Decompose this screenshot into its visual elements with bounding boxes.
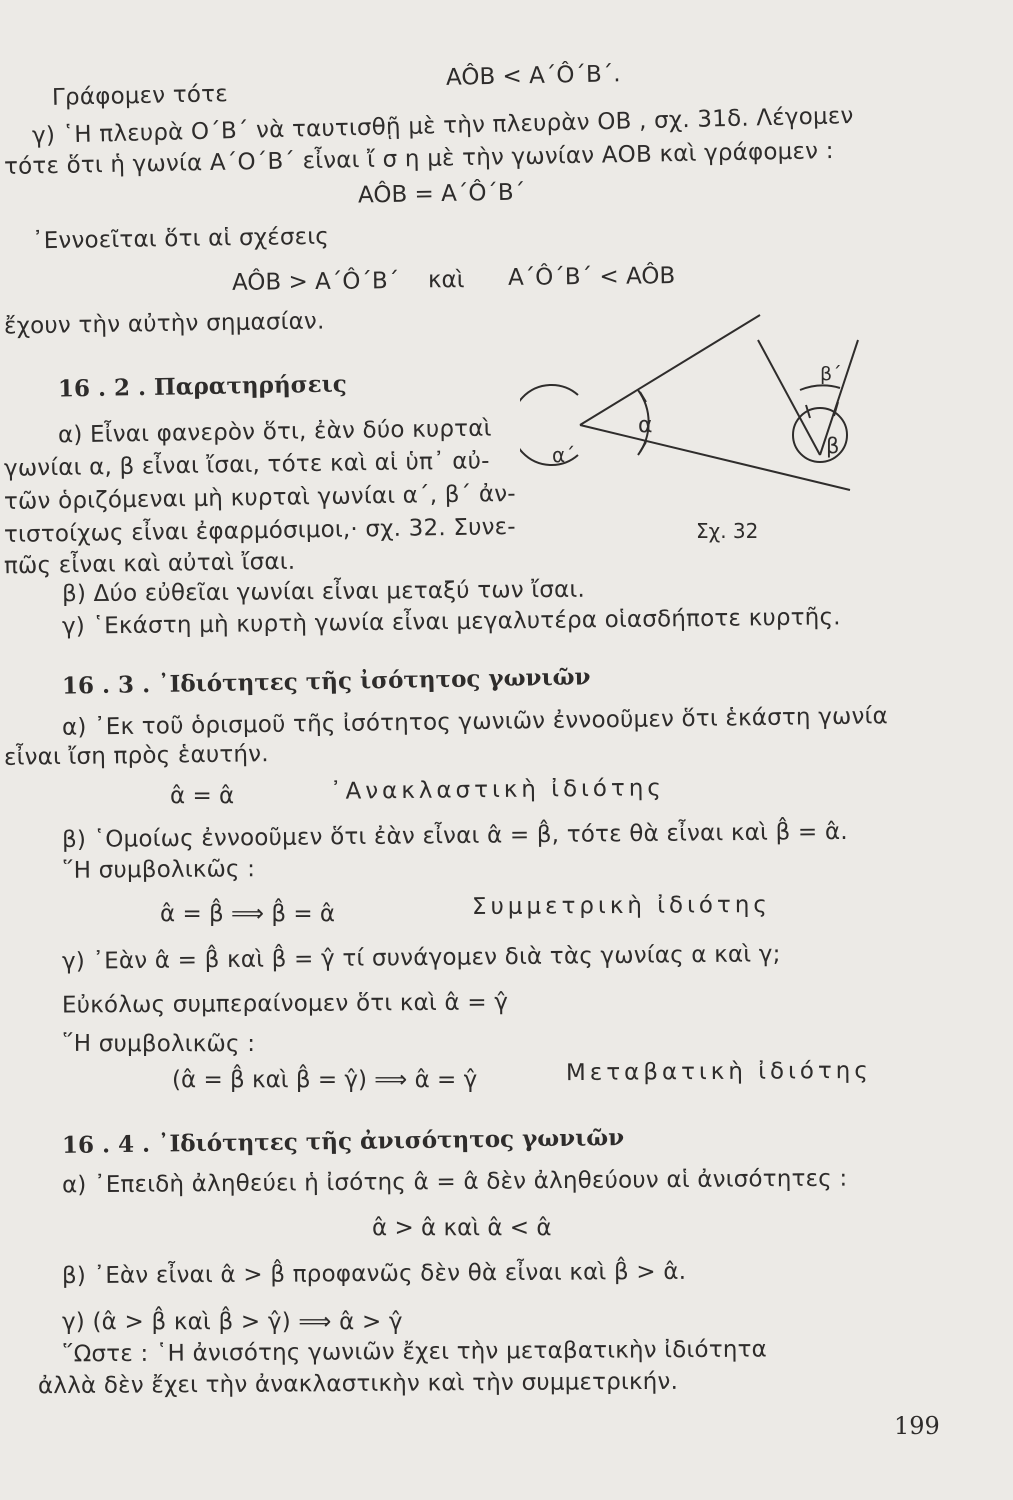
s16-3-eq-symmetric: α̂ = β̂ ⟹ β̂ = α̂ [160, 901, 336, 927]
angle-b-prime-arc [800, 385, 840, 390]
s16-2-a-line-4: τιστοίχως εἶναι ἐφαρμόσιμοι,· σχ. 32. Συνε- [3, 513, 517, 549]
page-number: 199 [894, 1412, 940, 1440]
heading-16-3: 16 . 3 . ᾿Ιδιότητες τῆς ἰσότητος γωνιῶν [61, 663, 591, 700]
intro-line-4: ᾿Εννοεῖται ὅτι αἱ σχέσεις [31, 223, 330, 255]
heading-16-2: 16 . 2 . Παρατηρήσεις [57, 370, 347, 403]
s16-3-prop-symmetric: Συμμετρικὴ ἰδιότης [471, 891, 771, 921]
s16-3-c-line-3: ῞Η συμβολικῶς : [62, 1031, 256, 1057]
s16-3-prop-reflexive: ᾿Ανακλαστικὴ ἰδιότης [329, 775, 665, 805]
s16-4-d-line-2: ἀλλὰ δὲν ἔχει τὴν ἀνακλαστικὴν καὶ τὴν συμμετρικήν. [37, 1368, 679, 1400]
s16-4-b: β) ᾿Εὰν εἶναι α̂ > β̂ προφανῶς δὲν θὰ εἶναι καὶ β̂ > α̂. [61, 1258, 687, 1290]
s16-4-eq-a: α̂ > α̂ καὶ α̂ < α̂ [372, 1215, 552, 1241]
s16-2-a-line-1: α) Εἶναι φανερὸν ὅτι, ἐὰν δύο κυρταὶ [57, 415, 492, 449]
intro-inequality: AÔB < A΄Ô΄B΄. [445, 61, 621, 91]
arrow-a-2 [640, 442, 646, 452]
s16-3-b-line-1: β) ῾Ομοίως ἐννοοῦμεν ὅτι ἐὰν εἶναι α̂ = β̂, τότε θὰ εἶναι καὶ β̂ = α̂. [61, 818, 848, 854]
s16-3-eq-transitive: (α̂ = β̂ καὶ β̂ = γ̂) ⟹ α̂ = γ̂ [172, 1067, 478, 1093]
s16-3-prop-transitive: Μεταβατικὴ ἰδιότης [565, 1057, 872, 1087]
equation-equal-angles: AÔB = A΄Ô΄B΄ [357, 179, 526, 209]
s16-3-a-line-1: α) ᾿Εκ τοῦ ὁρισμοῦ τῆς ἰσότητος γωνιῶν ἐννοοῦμεν ὅτι ἑκάστη γωνία [61, 703, 889, 741]
s16-4-c: γ) (α̂ > β̂ καὶ β̂ > γ̂) ⟹ α̂ > γ̂ [62, 1309, 403, 1335]
s16-2-c: γ) ῾Εκάστη μὴ κυρτὴ γωνία εἶναι μεγαλυτέρα οἱασδήποτε κυρτῆς. [61, 604, 841, 640]
intro-line-1: Γράφομεν τότε [51, 81, 229, 111]
s16-2-a-line-5: πῶς εἶναι καὶ αὐταὶ ἴσαι. [3, 548, 296, 580]
s16-2-b: β) Δύο εὐθεῖαι γωνίαι εἶναι μεταξύ των ἴσαι. [61, 576, 586, 608]
heading-16-4: 16 . 4 . ᾿Ιδιότητες τῆς ἀνισότητος γωνιῶν [61, 1124, 625, 1159]
angle-a-upper-ray [580, 315, 760, 425]
angle-b-left-ray [758, 340, 820, 455]
s16-2-a-line-2: γωνίαι α, β εἶναι ἴσαι, τότε καὶ αἱ ὑπ᾿ αὐ- [3, 448, 490, 482]
s16-2-a-line-3: τῶν ὁριζόμεναι μὴ κυρταὶ γωνίαι α΄, β΄ ἀν- [3, 480, 516, 516]
label-beta-prime: β΄ [820, 363, 842, 385]
intro-line-5: ἔχουν τὴν αὐτὴν σημασίαν. [3, 308, 325, 340]
equation-and: καὶ [428, 267, 465, 293]
equation-greater: AÔB > A΄Ô΄B΄ [231, 268, 400, 296]
arrow-a-1 [640, 392, 646, 402]
equation-less: A΄Ô΄B΄ < AÔB [507, 263, 676, 291]
label-alpha-prime: α΄ [552, 443, 576, 467]
figure-caption: Σχ. 32 [696, 519, 759, 543]
s16-3-c-line-2: Εὐκόλως συμπεραίνομεν ὅτι καὶ α̂ = γ̂ [61, 989, 509, 1019]
s16-4-d-line-1: ῞Ωστε : ῾Η ἀνισότης γωνιῶν ἔχει τὴν μεταβατικὴν ἰδιότητα [61, 1336, 768, 1368]
s16-3-eq-reflexive: α̂ = α̂ [170, 783, 235, 809]
s16-3-b-line-2: ῞Η συμβολικῶς : [61, 856, 256, 884]
figure-32-drawing [520, 310, 860, 550]
figure-32 [520, 310, 860, 550]
intro-line-3: τότε ὅτι ἡ γωνία Α΄Ο΄Β΄ εἶναι ἴ σ η μὲ τὴν γωνίαν ΑΟΒ καὶ γράφομεν : [3, 138, 834, 180]
label-beta: β [826, 434, 840, 458]
s16-4-a-line-1: α) ᾿Επειδὴ ἀληθεύει ἡ ἰσότης α̂ = α̂ δὲν ἀληθεύουν αἱ ἀνισότητες : [61, 1165, 848, 1199]
intro-line-2: γ) ῾Η πλευρὰ Ο΄Β΄ νὰ ταυτισθῇ μὲ τὴν πλευρὰν ΟΒ , σχ. 31δ. Λέγομεν [31, 102, 854, 150]
s16-3-c-line-1: γ) ᾿Εὰν α̂ = β̂ καὶ β̂ = γ̂ τί συνάγομεν διὰ τὰς γωνίας α καὶ γ; [61, 941, 781, 975]
s16-3-a-line-2: εἶναι ἴση πρὸς ἑαυτήν. [3, 741, 269, 771]
label-alpha: α [638, 413, 653, 438]
